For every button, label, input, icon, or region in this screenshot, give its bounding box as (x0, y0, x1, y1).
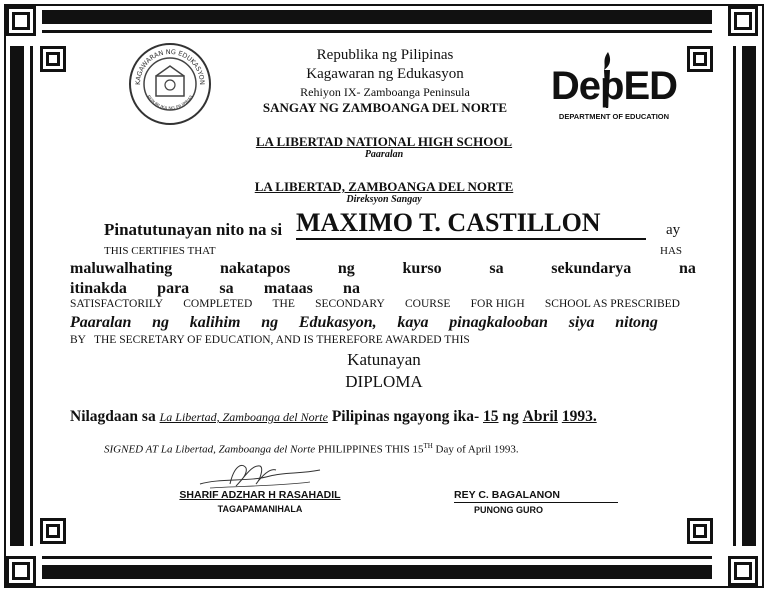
corner-ornament-br-outer (728, 556, 758, 586)
ay-word: ay (666, 222, 681, 238)
school-address: LA LIBERTAD, ZAMBOANGA DEL NORTE (254, 179, 514, 194)
fil-word: sekundarya (551, 260, 632, 277)
fil-word: pinagkalooban (449, 314, 548, 331)
school-block (180, 134, 588, 206)
signatory-superintendent (168, 488, 352, 516)
signatory-principal (454, 488, 618, 517)
signatory-name: SHARIF ADZHAR H RASAHADIL (179, 489, 341, 501)
fil-word: para (157, 280, 190, 297)
certifies-en: THIS CERTIFIES THAT (104, 245, 216, 257)
signed-country: PHILIPPINES THIS 15 (317, 443, 424, 456)
fil-word: kaya (397, 314, 429, 331)
en-word: COURSE (405, 298, 451, 310)
given-month: Abril (522, 408, 558, 425)
school-name: LA LIBERTAD NATIONAL HIGH SCHOOL (255, 134, 513, 149)
frame-top-outer (4, 4, 764, 6)
diploma-title: DIPLOMA (345, 372, 423, 391)
given-place: La Libertad, Zamboanga del Norte (159, 410, 328, 424)
border-bottom-thin (42, 556, 712, 559)
fil-word: Paaralan (70, 314, 132, 331)
given-ng: ng (502, 408, 519, 425)
katunayan: Katunayan (347, 350, 421, 369)
en-line-1 (70, 298, 680, 310)
frame-right-outer (762, 4, 764, 588)
fil-line-1 (70, 260, 696, 278)
given-line (70, 408, 710, 426)
handwritten-signature (190, 456, 340, 492)
border-left-thick (10, 46, 24, 546)
en-word: THE (272, 298, 295, 310)
given-prefix: Nilagdaan sa (70, 408, 156, 425)
signed-rest: Day of April 1993. (435, 443, 519, 456)
frame-left-outer (4, 4, 6, 588)
frame-bottom-outer (4, 586, 764, 588)
fil-word: nitong (615, 314, 658, 331)
header-republic: Republika ng Pilipinas (316, 47, 454, 63)
seal-bottom-text: REPUBLIKA NG PILIPINAS (145, 94, 195, 112)
signed-line (104, 442, 519, 456)
has-word: HAS (660, 245, 683, 257)
corner-ornament-br-inner (687, 518, 713, 544)
deped-wordmark: DepED (550, 64, 678, 108)
given-mid: Pilipinas ngayong ika- (331, 408, 480, 425)
fil-word: sa (489, 260, 504, 277)
fil-word: mataas (263, 280, 313, 297)
signatory-title: PUNONG GURO (474, 505, 544, 515)
corner-ornament-tr-inner (687, 46, 713, 72)
fil-word: Edukasyon, (298, 314, 377, 331)
corner-ornament-bl-outer (6, 556, 36, 586)
en-word: SATISFACTORILY (70, 298, 163, 310)
fil-word: ng (152, 314, 169, 331)
border-bottom-thick (42, 565, 712, 579)
header-block (220, 46, 550, 116)
header-division: SANGAY NG ZAMBOANGA DEL NORTE (262, 100, 508, 115)
deped-seal (128, 42, 212, 126)
fil-line-3 (70, 314, 658, 332)
corner-ornament-tl-outer (6, 6, 36, 36)
header-region: Rehiyon IX- Zamboanga Peninsula (300, 85, 470, 99)
en-word: FOR HIGH (470, 298, 525, 310)
fil-word: nakatapos (219, 260, 291, 277)
corner-ornament-bl-inner (40, 518, 66, 544)
fil-word: na (679, 260, 696, 277)
en-word: SCHOOL AS PRESCRIBED (544, 298, 680, 310)
signatory-title: TAGAPAMANIHALA (217, 504, 303, 514)
corner-ornament-tl-inner (40, 46, 66, 72)
school-name-caption: Paaralan (364, 149, 404, 160)
fil-word: sa (219, 280, 234, 297)
signatory-name: REY C. BAGALANON (454, 488, 618, 503)
fil-line-2 (70, 280, 360, 298)
given-year: 1993. (561, 408, 597, 425)
fil-word: ng (261, 314, 279, 331)
fil-word: itinakda (70, 280, 127, 297)
border-left-thin (30, 46, 33, 546)
en-word: COMPLETED (183, 298, 253, 310)
en-word: SECONDARY (315, 298, 385, 310)
border-right-thin (733, 46, 736, 546)
fil-word: kurso (402, 260, 442, 277)
fil-word: maluwalhating (70, 260, 173, 277)
fil-word: siya (568, 314, 595, 331)
signed-sup: TH (423, 442, 433, 450)
seal-ring-text: KAGAWARAN NG EDUKASYON (133, 47, 207, 86)
border-right-thick (742, 46, 756, 546)
deped-caption: DEPARTMENT OF EDUCATION (558, 112, 670, 121)
fil-word: kalihim (189, 314, 241, 331)
deped-logo (546, 50, 682, 126)
signed-prefix: SIGNED AT (104, 443, 159, 456)
fil-word: na (343, 280, 360, 297)
certifies-fil: Pinatutunayan nito na si (104, 220, 283, 239)
border-top-thick (42, 10, 712, 24)
en-line-2: BY THE SECRETARY OF EDUCATION, AND IS THEREFORE AWARDED THIS (70, 334, 470, 346)
corner-ornament-tr-outer (728, 6, 758, 36)
fil-word: ng (337, 260, 355, 277)
header-department: Kagawaran ng Edukasyon (306, 66, 464, 82)
border-top-thin (42, 30, 712, 33)
student-name: MAXIMO T. CASTILLON (296, 208, 646, 240)
signed-place: La Libertad, Zamboanga del Norte (160, 443, 316, 456)
given-day: 15 (483, 408, 499, 425)
school-address-caption: Direksyon Sangay (346, 194, 422, 205)
